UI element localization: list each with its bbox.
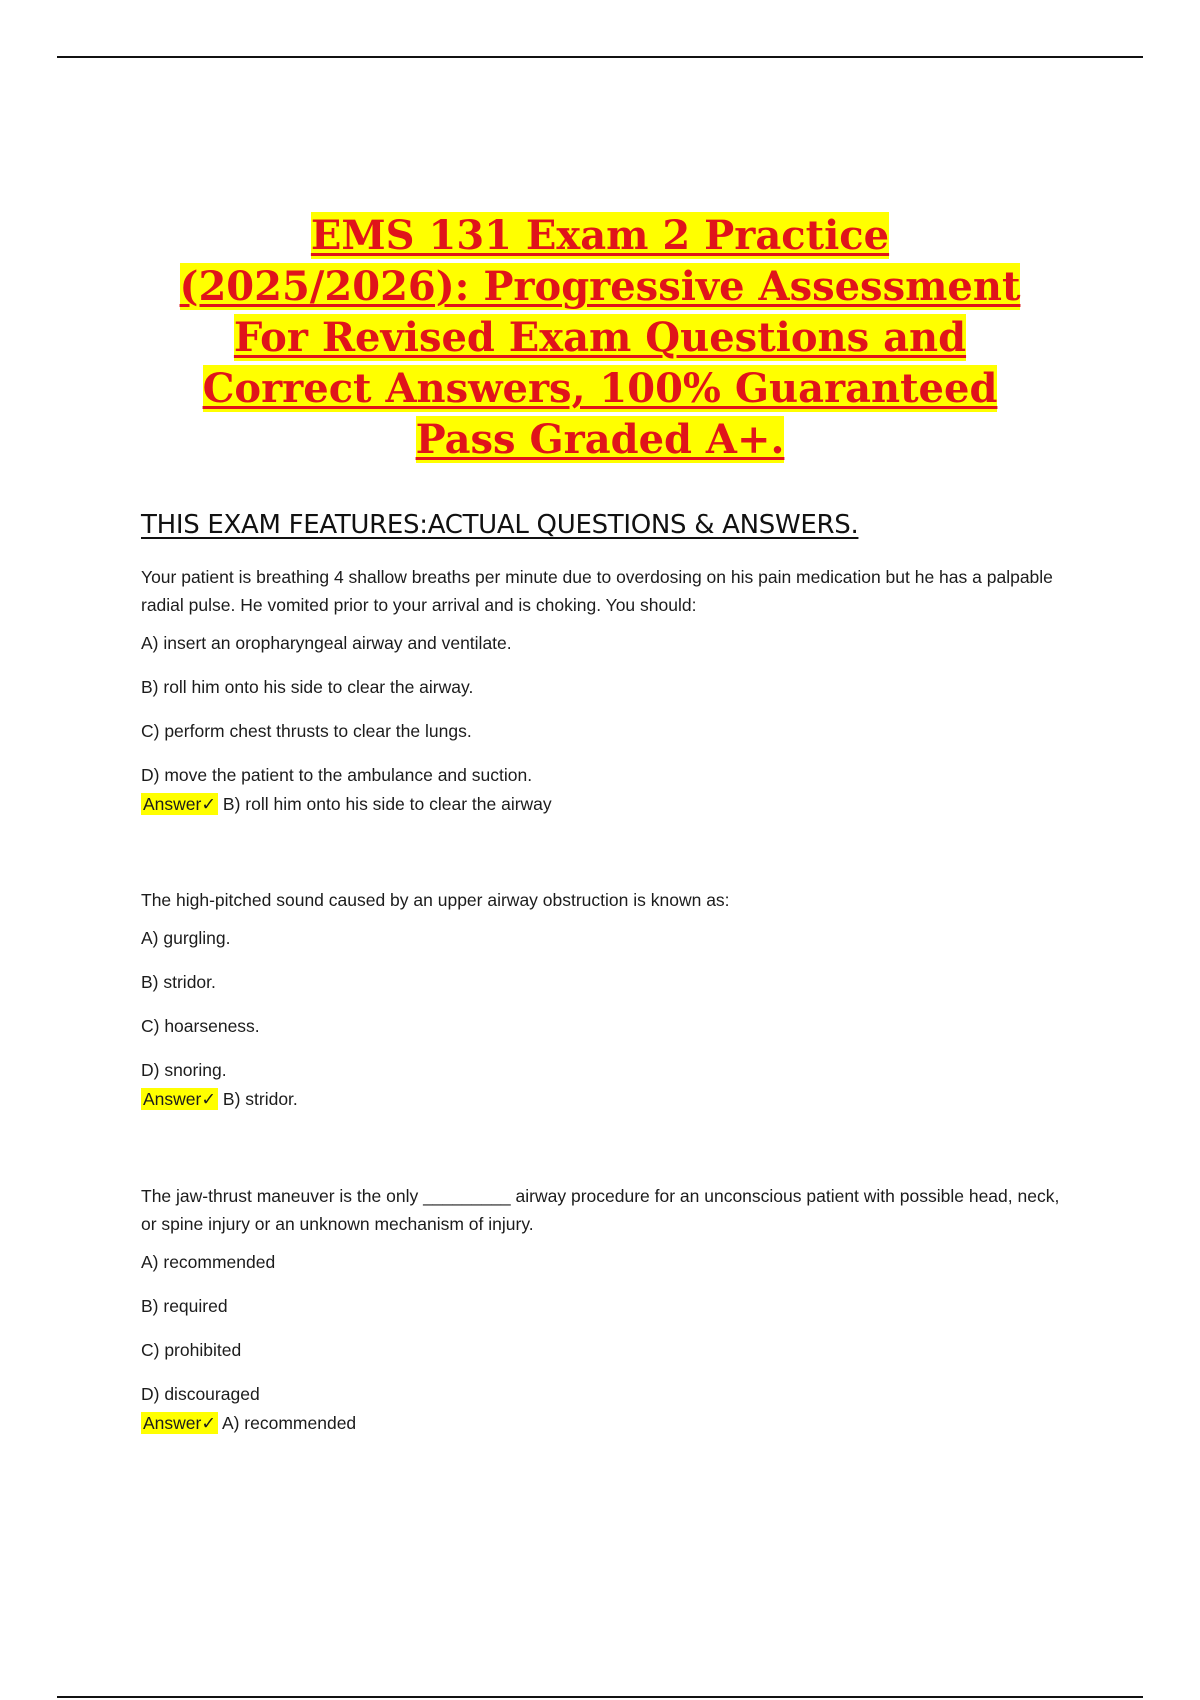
question-text: The jaw-thrust maneuver is the only _________ airway procedure for an unconscious patient with possible head, neck, or spine injury or an unknown mechanism of injury. (141, 1186, 1060, 1234)
question-text: The high-pitched sound caused by an upper airway obstruction is known as: (141, 890, 730, 910)
answer-text: B) roll him onto his side to clear the airway (222, 794, 552, 814)
option-b: B) stridor. (141, 972, 216, 992)
option-c: C) prohibited (141, 1340, 242, 1360)
option-a: A) recommended (141, 1252, 276, 1272)
option-b: B) required (141, 1296, 228, 1316)
option-d: D) move the patient to the ambulance and suction. (141, 765, 533, 785)
option-d: D) discouraged (141, 1384, 260, 1404)
bottom-rule (57, 1696, 1143, 1698)
option-c: C) perform chest thrusts to clear the lungs. (141, 721, 472, 741)
document-title: EMS 131 Exam 2 Practice (2025/2026): Progressive Assessment For Revised Exam Questions and Correct Answers, 100% Guaranteed Pass Graded A+. (179, 212, 1021, 463)
answer-label: Answer✓ (143, 1413, 217, 1433)
question-block-2 (141, 886, 1061, 1114)
answer-line (141, 789, 1061, 819)
question-block-1 (141, 563, 1061, 819)
answer-label: Answer✓ (143, 794, 217, 814)
option-a: A) insert an oropharyngeal airway and ventilate. (141, 633, 512, 653)
features-heading: THIS EXAM FEATURES:ACTUAL QUESTIONS & ANSWERS. (141, 510, 859, 540)
option-b: B) roll him onto his side to clear the airway. (141, 677, 474, 697)
answer-line (141, 1408, 1061, 1438)
answer-label: Answer✓ (143, 1089, 217, 1109)
question-block-3 (141, 1182, 1061, 1438)
answer-line (141, 1084, 1061, 1114)
option-d: D) snoring. (141, 1060, 227, 1080)
answer-text: A) recommended (221, 1413, 357, 1433)
title-section (0, 210, 1200, 465)
top-rule (57, 56, 1143, 58)
answer-text: B) stridor. (222, 1089, 298, 1109)
question-text: Your patient is breathing 4 shallow breaths per minute due to overdosing on his pain medication but he has a palpable radial pulse. He vomited prior to your arrival and is choking. You should: (141, 567, 1053, 615)
option-a: A) gurgling. (141, 928, 231, 948)
option-c: C) hoarseness. (141, 1016, 260, 1036)
